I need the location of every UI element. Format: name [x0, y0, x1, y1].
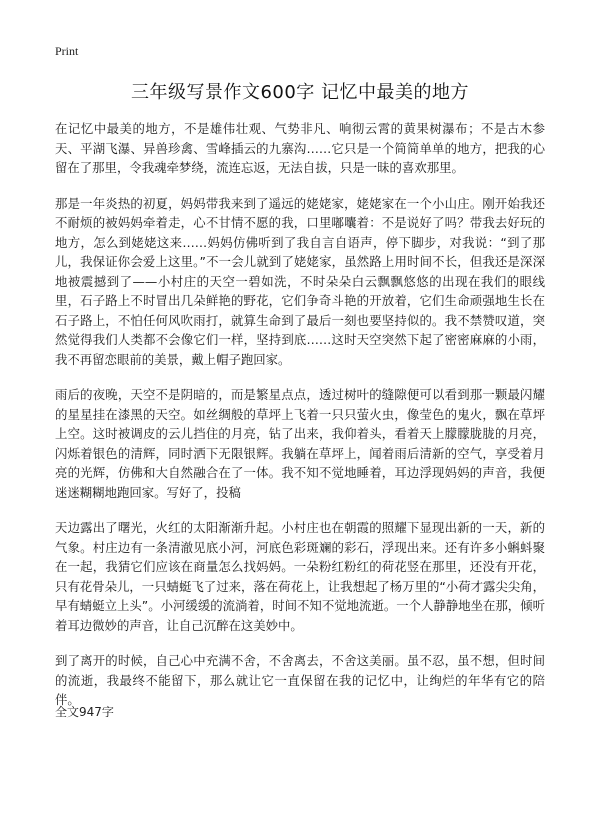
article-paragraph: 在记忆中最美的地方，不是雄伟壮观、气势非凡、响彻云霄的黄果树瀑布；不是古木参天、平湖飞瀑、异兽珍禽、雪峰插云的九寨沟……它只是一个简简单单的地方，把我的心留在了那里，令我魂牵梦绕，流连忘返，无法自拔，只是一昧的喜欢那里。 — [55, 121, 545, 175]
word-count: 全文947字 — [55, 705, 114, 719]
article-body — [55, 119, 545, 726]
article-paragraph: 雨后的夜晚，天空不是阴暗的，而是繁星点点，透过树叶的缝隙便可以看到那一颗最闪耀的星星挂在漆黑的天空。如丝绸般的草坪上飞着一只只萤火虫，像莹色的鬼火，飘在草坪上空。这时被调皮的云儿挡住的月亮，钻了出来，我仰着头，看着天上朦朦胧胧的月亮，闪烁着银色的清辉，同时洒下无限银辉。我躺在草坪上，闻着雨后清新的空气，享受着月亮的光辉，仿佛和大自然融合在了一体。我不知不觉地睡着，耳边浮现妈妈的声音，我便迷迷糊糊地跑回家。写好了，投稿 — [55, 387, 545, 500]
article-paragraph: 那是一年炎热的初夏，妈妈带我来到了遥远的姥姥家，姥姥家在一个小山庄。刚开始我还不耐烦的被妈妈牵着走，心不甘情不愿的我，口里嘟囔着：不是说好了吗？带我去好玩的地方，怎么到姥姥这来……妈妈仿佛听到了我自言自语声，停下脚步，对我说：“到了那儿，我保证你会爱上这里。”不一会儿就到了姥姥家，虽然路上用时间不长，但我还是深深地被震撼到了——小村庄的天空一碧如洗，不时朵朵白云飘飘悠悠的出现在我们的眼线里，石子路上不时冒出几朵鲜艳的野花，它们争奇斗艳的开放着，它们生命顽强地生长在石子路上，不怕任何风吹雨打，就算生命到了最后一刻也要坚持似的。我不禁赞叹道，突然觉得我们人类都不会像它们一样，坚持到底……这时天空突然下起了密密麻麻的小雨，我不再留恋眼前的美景，戴上帽子跑回家。 — [55, 195, 545, 367]
article-paragraph: 天边露出了曙光，火红的太阳渐渐升起。小村庄也在朝霞的照耀下显现出新的一天，新的气象。村庄边有一条清澈见底小河，河底色彩斑斓的彩石，浮现出来。还有许多小蝌蚪聚在一起，我猜它们应该在商量怎么找妈妈。一朵粉红粉红的荷花竖在那里，还没有开花，只有花骨朵儿，一只蜻蜓飞了过来，落在荷花上，让我想起了杨万里的“小荷才露尖尖角，早有蜻蜓立上头”。小河缓缓的流淌着，时间不知不觉地流逝。一个人静静地坐在那，倾听着耳边微妙的声音，让自己沉醉在这美妙中。 — [55, 520, 545, 633]
article-title: 三年级写景作文600字 记忆中最美的地方 — [130, 82, 470, 103]
print-link[interactable]: Print — [55, 44, 79, 58]
article-paragraph: 到了离开的时候，自己心中充满不舍，不舍离去，不舍这美丽。虽不忍，虽不想，但时间的流逝，我最终不能留下，那么就让它一直保留在我的记忆中，让绚烂的年华有它的陪伴。 — [55, 653, 545, 707]
